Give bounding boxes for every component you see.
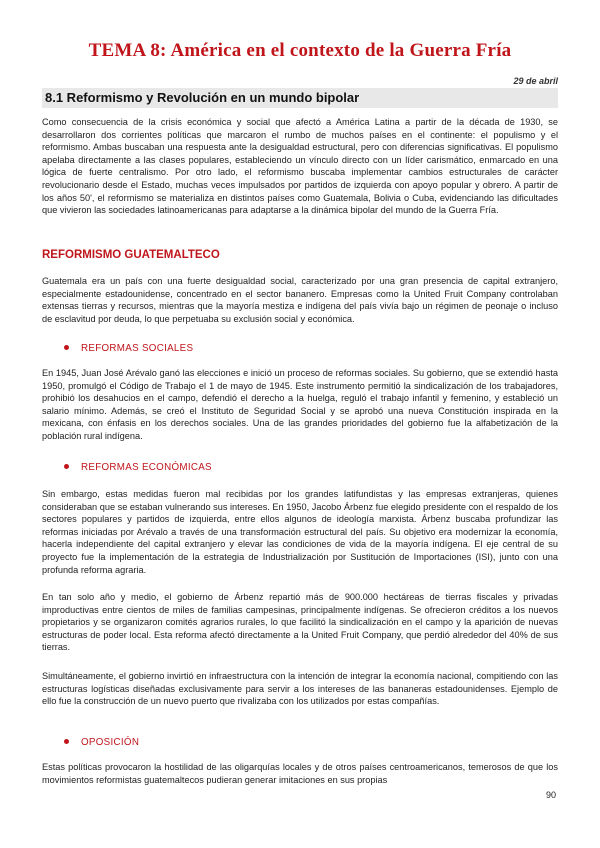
reformas-economicas-paragraph-2: En tan solo año y medio, el gobierno de Árbenz repartió más de 900.000 hectáreas de tierras fiscales y privadas improductivas entre cientos de miles de familias campesinas, principalmente indígenas. Se ofrecieron créditos a los nuevos propietarios y se organizaron comités agrarios rurales, lo que facilitó la sindicalización en el campo y la aparición de nuevas estructuras de poder local. Esta reforma afectó directamente a la United Fruit Company, que perdió alrededor del 40% de sus tierras. — [42, 592, 558, 653]
reformas-sociales-label: REFORMAS SOCIALES — [81, 343, 194, 354]
reformas-economicas-label: REFORMAS ECONÓMICAS — [81, 462, 212, 473]
oposicion-heading — [64, 737, 139, 748]
page-title: TEMA 8: América en el contexto de la Guerra Fría — [88, 40, 512, 61]
reformas-economicas-paragraph-1: Sin embargo, estas medidas fueron mal recibidas por los grandes latifundistas y las empresas extranjeras, quienes consideraban que se estaban vulnerando sus intereses. En 1950, Jacobo Árbenz fue elegido presidente con el respaldo de los sectores populares y partidos de izquierda, entre ellos algunos de ideología marxista. Árbenz buscaba profundizar las reformas iniciadas por Arévalo a través de una transformación estructural del país. Su objetivo era modernizar la economía, hacerla independiente del capital extranjero y elevar las condiciones de vida de la mayoría indígena. El eje central de su proyecto fue la implementación de la estrategia de Industrialización por Sustitución de Importaciones (ISI), junto con una profunda reforma agraria. — [42, 489, 558, 575]
intro-paragraph: Como consecuencia de la crisis económica y social que afectó a América Latina a partir de la década de 1930, se desarrollaron dos corrientes políticas que marcaron el rumbo de muchos países en el continente: el populismo y el reformismo. Ambas buscaban una respuesta ante la desigualdad estructural, pero con diferencias significativas. El populismo apelaba directamente a las clases populares, estableciendo un vínculo directo con un líder carismático, enmarcado en una lógica de fuerte centralismo. Por otro lado, el reformismo buscaba implementar cambios estructurales de carácter revolucionario desde el Estado, muchas veces impulsados por partidos de izquierda con apoyo popular y obrero. A partir de los años 50', el reformismo se materializa en distintos países como Guatemala, Bolivia o Cuba, evidenciando las dificultades que vivieron las sociedades latinoamericanas para adaptarse a la dinámica bipolar del mundo de la Guerra Fría. — [42, 117, 558, 216]
section-heading-bar — [42, 88, 558, 108]
bullet-icon — [64, 739, 69, 744]
bullet-icon — [64, 345, 69, 350]
reformas-sociales-paragraph: En 1945, Juan José Arévalo ganó las elecciones e inició un proceso de reformas sociales. Su gobierno, que se extendió hasta 1950, promulgó el Código de Trabajo el 1 de mayo de 1945. Este instrumento permitió la sindicalización de los trabajadores, prohibió los desahucios en el campo, defendió el derecho a la huelga, reguló el trabajo infantil y femenino, y estableció un salario mínimo. Además, se creó el Instituto de Seguridad Social y se aprobó una nueva Constitución inspirada en la mexicana, con énfasis en los derechos sociales. Una de las grandes prioridades del gobierno fue la alfabetización de la población rural indígena. — [42, 368, 558, 441]
reformas-economicas-heading — [64, 462, 212, 473]
oposicion-label: OPOSICIÓN — [81, 737, 140, 748]
oposicion-paragraph: Estas políticas provocaron la hostilidad de las oligarquías locales y de otros países centroamericanos, temerosos de que los movimientos reformistas guatemaltecos pudieran generar imitaciones en sus propias — [42, 762, 558, 785]
reformismo-paragraph: Guatemala era un país con una fuerte desigualdad social, caracterizado por una gran presencia de capital extranjero, especialmente estadounidense, concentrado en el sector bananero. Empresas como la United Fruit Company controlaban extensas tierras y recursos, mientras que la mayoría mestiza e indígena del país vivía bajo un régimen de peonaje o incluso de esclavitud por deuda, lo que perpetuaba su exclusión social y económica. — [42, 276, 558, 324]
bullet-icon — [64, 464, 69, 469]
reformas-sociales-heading — [64, 343, 193, 354]
section-heading: 8.1 Reformismo y Revolución en un mundo bipolar — [45, 90, 360, 105]
reformas-economicas-paragraph-3: Simultáneamente, el gobierno invirtió en infraestructura con la intención de integrar la economía nacional, compitiendo con las estructuras logísticas diseñadas exclusivamente para servir a los intereses de las bananeras estadounidenses. Ejemplo de ello fue la construcción de un nuevo puerto que rivalizaba con los utilizados por estas compañías. — [42, 671, 558, 707]
date-label: 29 de abril — [513, 76, 558, 86]
reformismo-heading: REFORMISMO GUATEMALTECO — [42, 249, 220, 261]
page-number: 90 — [545, 790, 556, 800]
